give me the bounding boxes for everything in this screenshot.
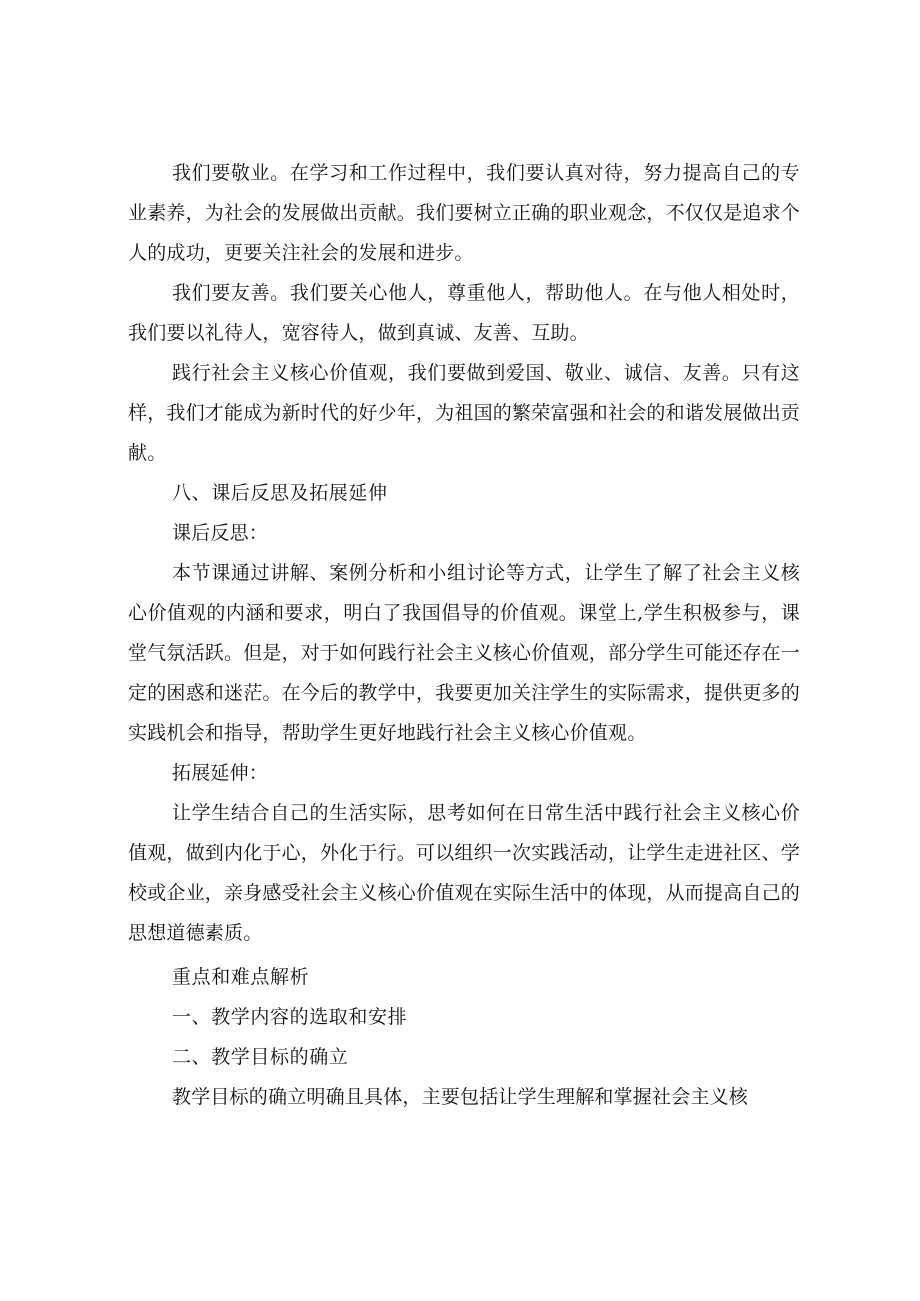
paragraph-practice-values: 践行社会主义核心价值观，我们要做到爱国、敬业、诚信、友善。只有这样，我们才能成为新时代的好少年，为祖国的繁荣富强和社会的和谐发展做出贡献。 (128, 362, 801, 464)
document-body (128, 153, 800, 1117)
heading-key-points: 重点和难点解析 (172, 966, 310, 988)
heading-content-selection: 一、教学内容的选取和安排 (172, 1006, 408, 1028)
reflection-paragraph: 本节课通过讲解、案例分析和小组讨论等方式，让学生了解了社会主义核心价值观的内涵和要求，明白了我国倡导的价值观。课堂上,学生积极参与，课堂气氛活跃。但是，对于如何践行社会主义核心价值观，部分学生可能还存在一定的困惑和迷茫。在今后的教学中，我要更加关注学生的实际需求，提供更多的实践机会和指导，帮助学生更好地践行社会主义核心价值观。 (128, 562, 801, 744)
goal-paragraph: 教学目标的确立明确且具体，主要包括让学生理解和掌握社会主义核 (172, 1086, 749, 1108)
heading-goal-setting: 二、教学目标的确立 (172, 1046, 349, 1068)
reflection-label: 课后反思： (172, 522, 269, 544)
paragraph-dedication: 我们要敬业。在学习和工作过程中，我们要认真对待，努力提高自己的专业素养，为社会的发展做出贡献。我们要树立正确的职业观念，不仅仅是追求个人的成功，更要关注社会的发展和进步。 (128, 162, 801, 264)
extension-paragraph: 让学生结合自己的生活实际，思考如何在日常生活中践行社会主义核心价值观，做到内化于心，外化于行。可以组织一次实践活动，让学生走进社区、学校或企业，亲身感受社会主义核心价值观在实际生活中的体现，从而提高自己的思想道德素质。 (128, 802, 801, 944)
paragraph-friendliness: 我们要友善。我们要关心他人，尊重他人，帮助他人。在与他人相处时，我们要以礼待人，宽容待人，做到真诚、友善、互助。 (128, 282, 800, 344)
section-heading-reflection-extension: 八、课后反思及拓展延伸 (172, 482, 388, 504)
extension-label: 拓展延伸： (172, 762, 269, 784)
